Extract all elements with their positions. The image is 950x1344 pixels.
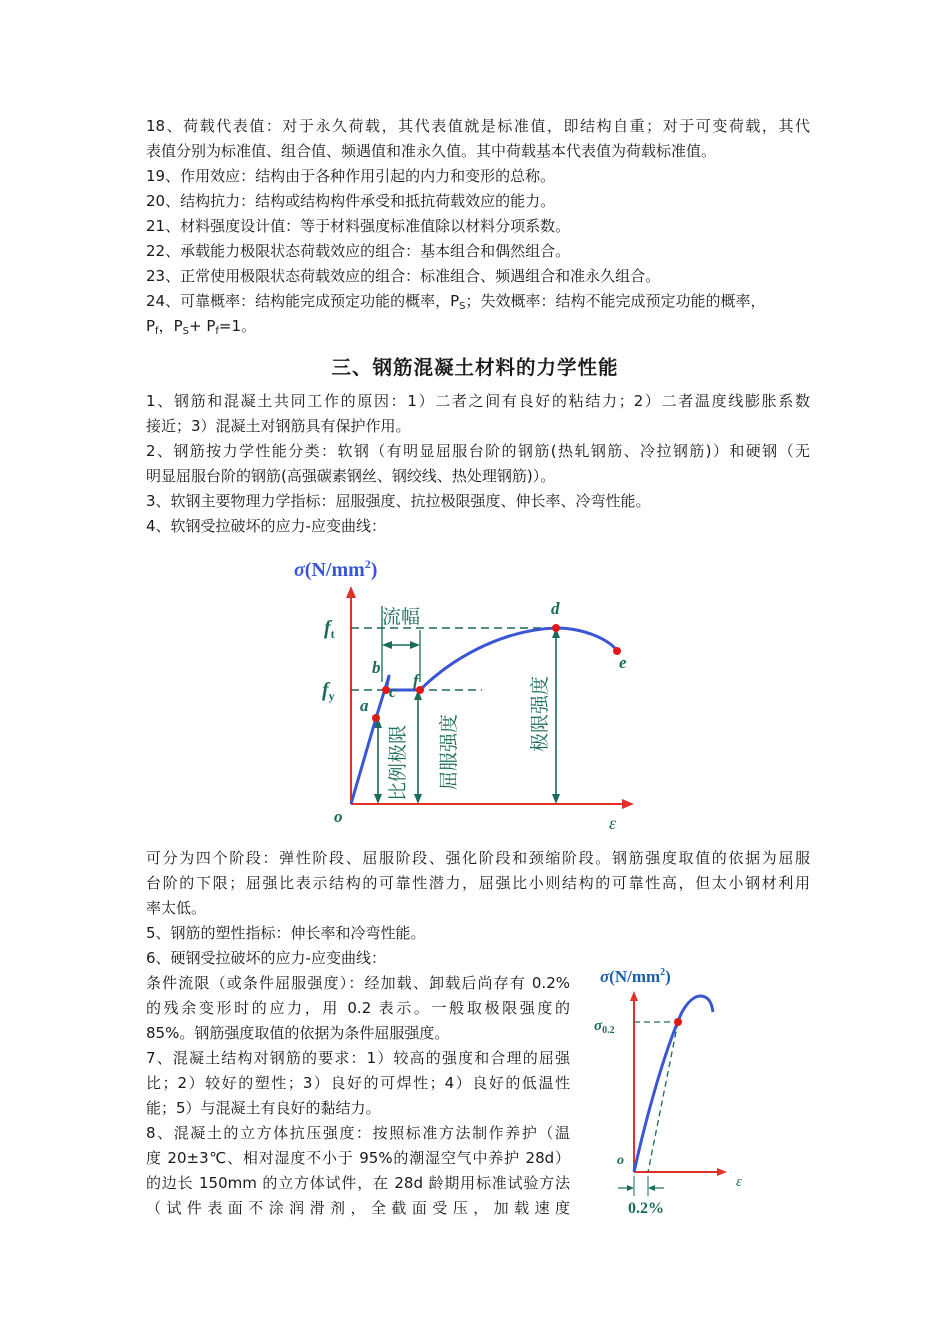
fig2-dim-arrowhead-left bbox=[627, 1185, 634, 1191]
fig2-point-sigma02 bbox=[674, 1018, 682, 1026]
fig1-label-ft: $f_t$ bbox=[324, 617, 335, 641]
s3-cond-line2: 的残余变形时的应力，用 0.2 表示。一般取极限强度的 bbox=[146, 999, 570, 1017]
fig1-yield-arrow-bottom bbox=[414, 794, 422, 804]
fig2-x-arrow bbox=[717, 1168, 727, 1176]
s3-item7-line3: 能；5）与混凝土有良好的黏结力。 bbox=[146, 1099, 381, 1117]
fig1-liufu-arrow-left bbox=[382, 641, 392, 649]
fig1-x-arrow bbox=[622, 799, 634, 809]
fig1-label-c: c bbox=[389, 682, 397, 701]
section-title: 三、钢筋混凝土材料的力学性能 bbox=[331, 356, 619, 379]
item-23: 23、正常使用极限状态荷载效应的组合：标准组合、频遇组合和准永久组合。 bbox=[146, 267, 661, 285]
fig2-title: $\sigma(N/mm^2)$ bbox=[600, 967, 671, 986]
hard-steel-stress-strain-figure bbox=[588, 958, 768, 1222]
fig2-x-label: ε bbox=[736, 1174, 742, 1190]
fig1-label-b: b bbox=[372, 658, 381, 677]
fig1-label-fy: $f_y$ bbox=[322, 679, 335, 703]
fig1-proportional-label: 比例极限 bbox=[387, 724, 409, 801]
mild-steel-stress-strain-figure bbox=[280, 548, 660, 838]
s3-stages-line1: 可分为四个阶段：弹性阶段、屈服阶段、强化阶段和颈缩阶段。钢筋强度取值的依据为屈服 bbox=[146, 849, 810, 867]
item-22: 22、承载能力极限状态荷载效应的组合：基本组合和偶然组合。 bbox=[146, 242, 571, 260]
item-21: 21、材料强度设计值：等于材料强度标准值除以材料分项系数。 bbox=[146, 217, 571, 235]
item-24-line1: 24、可靠概率：结构能完成预定功能的概率，$P_S$；失效概率：结构不能完成预定功能的概率， bbox=[146, 292, 766, 312]
s3-item2-line1: 2、钢筋按力学性能分类：软钢（有明显屈服台阶的钢筋(热轧钢筋、冷拉钢筋)）和硬钢（无 bbox=[146, 442, 810, 460]
fig2-origin: o bbox=[617, 1153, 624, 1168]
s3-item5: 5、钢筋的塑性指标：伸长率和冷弯性能。 bbox=[146, 924, 426, 942]
s3-item1-line2: 接近；3）混凝土对钢筋具有保护作用。 bbox=[146, 417, 411, 435]
item-19: 19、作用效应：结构由于各种作用引起的内力和变形的总称。 bbox=[146, 167, 556, 185]
fig2-sigma02-label: $\sigma_{0.2}$ bbox=[594, 1018, 615, 1036]
fig1-ultimate-arrow-bottom bbox=[552, 794, 560, 804]
s3-stages-line2: 台阶的下限；屈强比表示结构的可靠性潜力，屈强比小则结构的可靠性高，但太小钢材利用 bbox=[146, 874, 810, 892]
s3-item7-line1: 7、混凝土结构对钢筋的要求：1）较高的强度和合理的屈强 bbox=[146, 1049, 570, 1067]
s3-item8-line2: 度 20±3℃、相对湿度不小于 95%的潮湿空气中养护 28d） bbox=[146, 1149, 570, 1167]
fig2-dim-arrowhead-right bbox=[648, 1185, 655, 1191]
item-24-line2: $P_f$，$P_S+ P_f=1$。 bbox=[146, 317, 257, 337]
s3-item1-line1: 1、钢筋和混凝土共同工作的原因：1）二者之间有良好的粘结力；2）二者温度线膨胀系数 bbox=[146, 392, 810, 410]
fig1-x-label: ε bbox=[609, 813, 617, 833]
s3-cond-line1: 条件流限（或条件屈服强度）：经加载、卸载后尚存有 0.2% bbox=[146, 974, 570, 992]
item-18-line2: 表值分别为标准值、组合值、频遇值和准永久值。其中荷载基本代表值为荷载标准值。 bbox=[146, 142, 717, 160]
fig1-proportional-arrow-bottom bbox=[374, 794, 382, 804]
fig2-y-arrow bbox=[630, 991, 638, 1001]
fig1-label-f: f bbox=[413, 671, 419, 690]
s3-item3: 3、软钢主要物理力学指标：屈服强度、抗拉极限强度、伸长率、冷弯性能。 bbox=[146, 492, 651, 510]
fig1-label-e: e bbox=[619, 653, 627, 672]
item-20: 20、结构抗力：结构或结构构件承受和抵抗荷载效应的能力。 bbox=[146, 192, 556, 210]
fig1-ultimate-label: 极限强度 bbox=[529, 675, 551, 752]
s3-item2-line2: 明显屈服台阶的钢筋(高强碳素钢丝、钢绞线、热处理钢筋)）。 bbox=[146, 467, 556, 485]
s3-item8-line4: （试件表面不涂润滑剂，全截面受压，加载速度 bbox=[146, 1199, 570, 1217]
s3-cond-line3: 85%。钢筋强度取值的依据为条件屈服强度。 bbox=[146, 1024, 450, 1042]
fig1-liufu-arrow-right bbox=[410, 641, 420, 649]
fig2-offset-label: 0.2% bbox=[628, 1200, 664, 1217]
fig1-origin: o bbox=[334, 807, 343, 826]
item-18-line1: 18、荷载代表值：对于永久荷载，其代表值就是标准值，即结构自重；对于可变荷载，其代 bbox=[146, 117, 810, 135]
s3-item8-line3: 的边长 150mm 的立方体试件，在 28d 龄期用标准试验方法 bbox=[146, 1174, 570, 1192]
fig1-title: $\sigma(N/mm^2)$ bbox=[294, 557, 378, 581]
fig1-y-arrow bbox=[346, 586, 356, 598]
fig1-label-d: d bbox=[551, 599, 560, 618]
s3-item7-line2: 比；2）较好的塑性；3）良好的可焊性；4）良好的低温性 bbox=[146, 1074, 570, 1092]
s3-stages-line3: 率太低。 bbox=[146, 899, 207, 917]
fig1-point-d bbox=[552, 624, 560, 632]
s3-item4: 4、软钢受拉破坏的应力-应变曲线： bbox=[146, 517, 386, 535]
s3-item6: 6、硬钢受拉破坏的应力-应变曲线： bbox=[146, 949, 386, 967]
s3-item8-line1: 8、混凝土的立方体抗压强度：按照标准方法制作养护（温 bbox=[146, 1124, 570, 1142]
fig1-yield-label: 屈服强度 bbox=[438, 713, 460, 790]
fig1-point-a bbox=[372, 714, 380, 722]
fig1-liufu-label: 流幅 bbox=[382, 606, 421, 628]
fig1-label-a: a bbox=[360, 696, 369, 715]
